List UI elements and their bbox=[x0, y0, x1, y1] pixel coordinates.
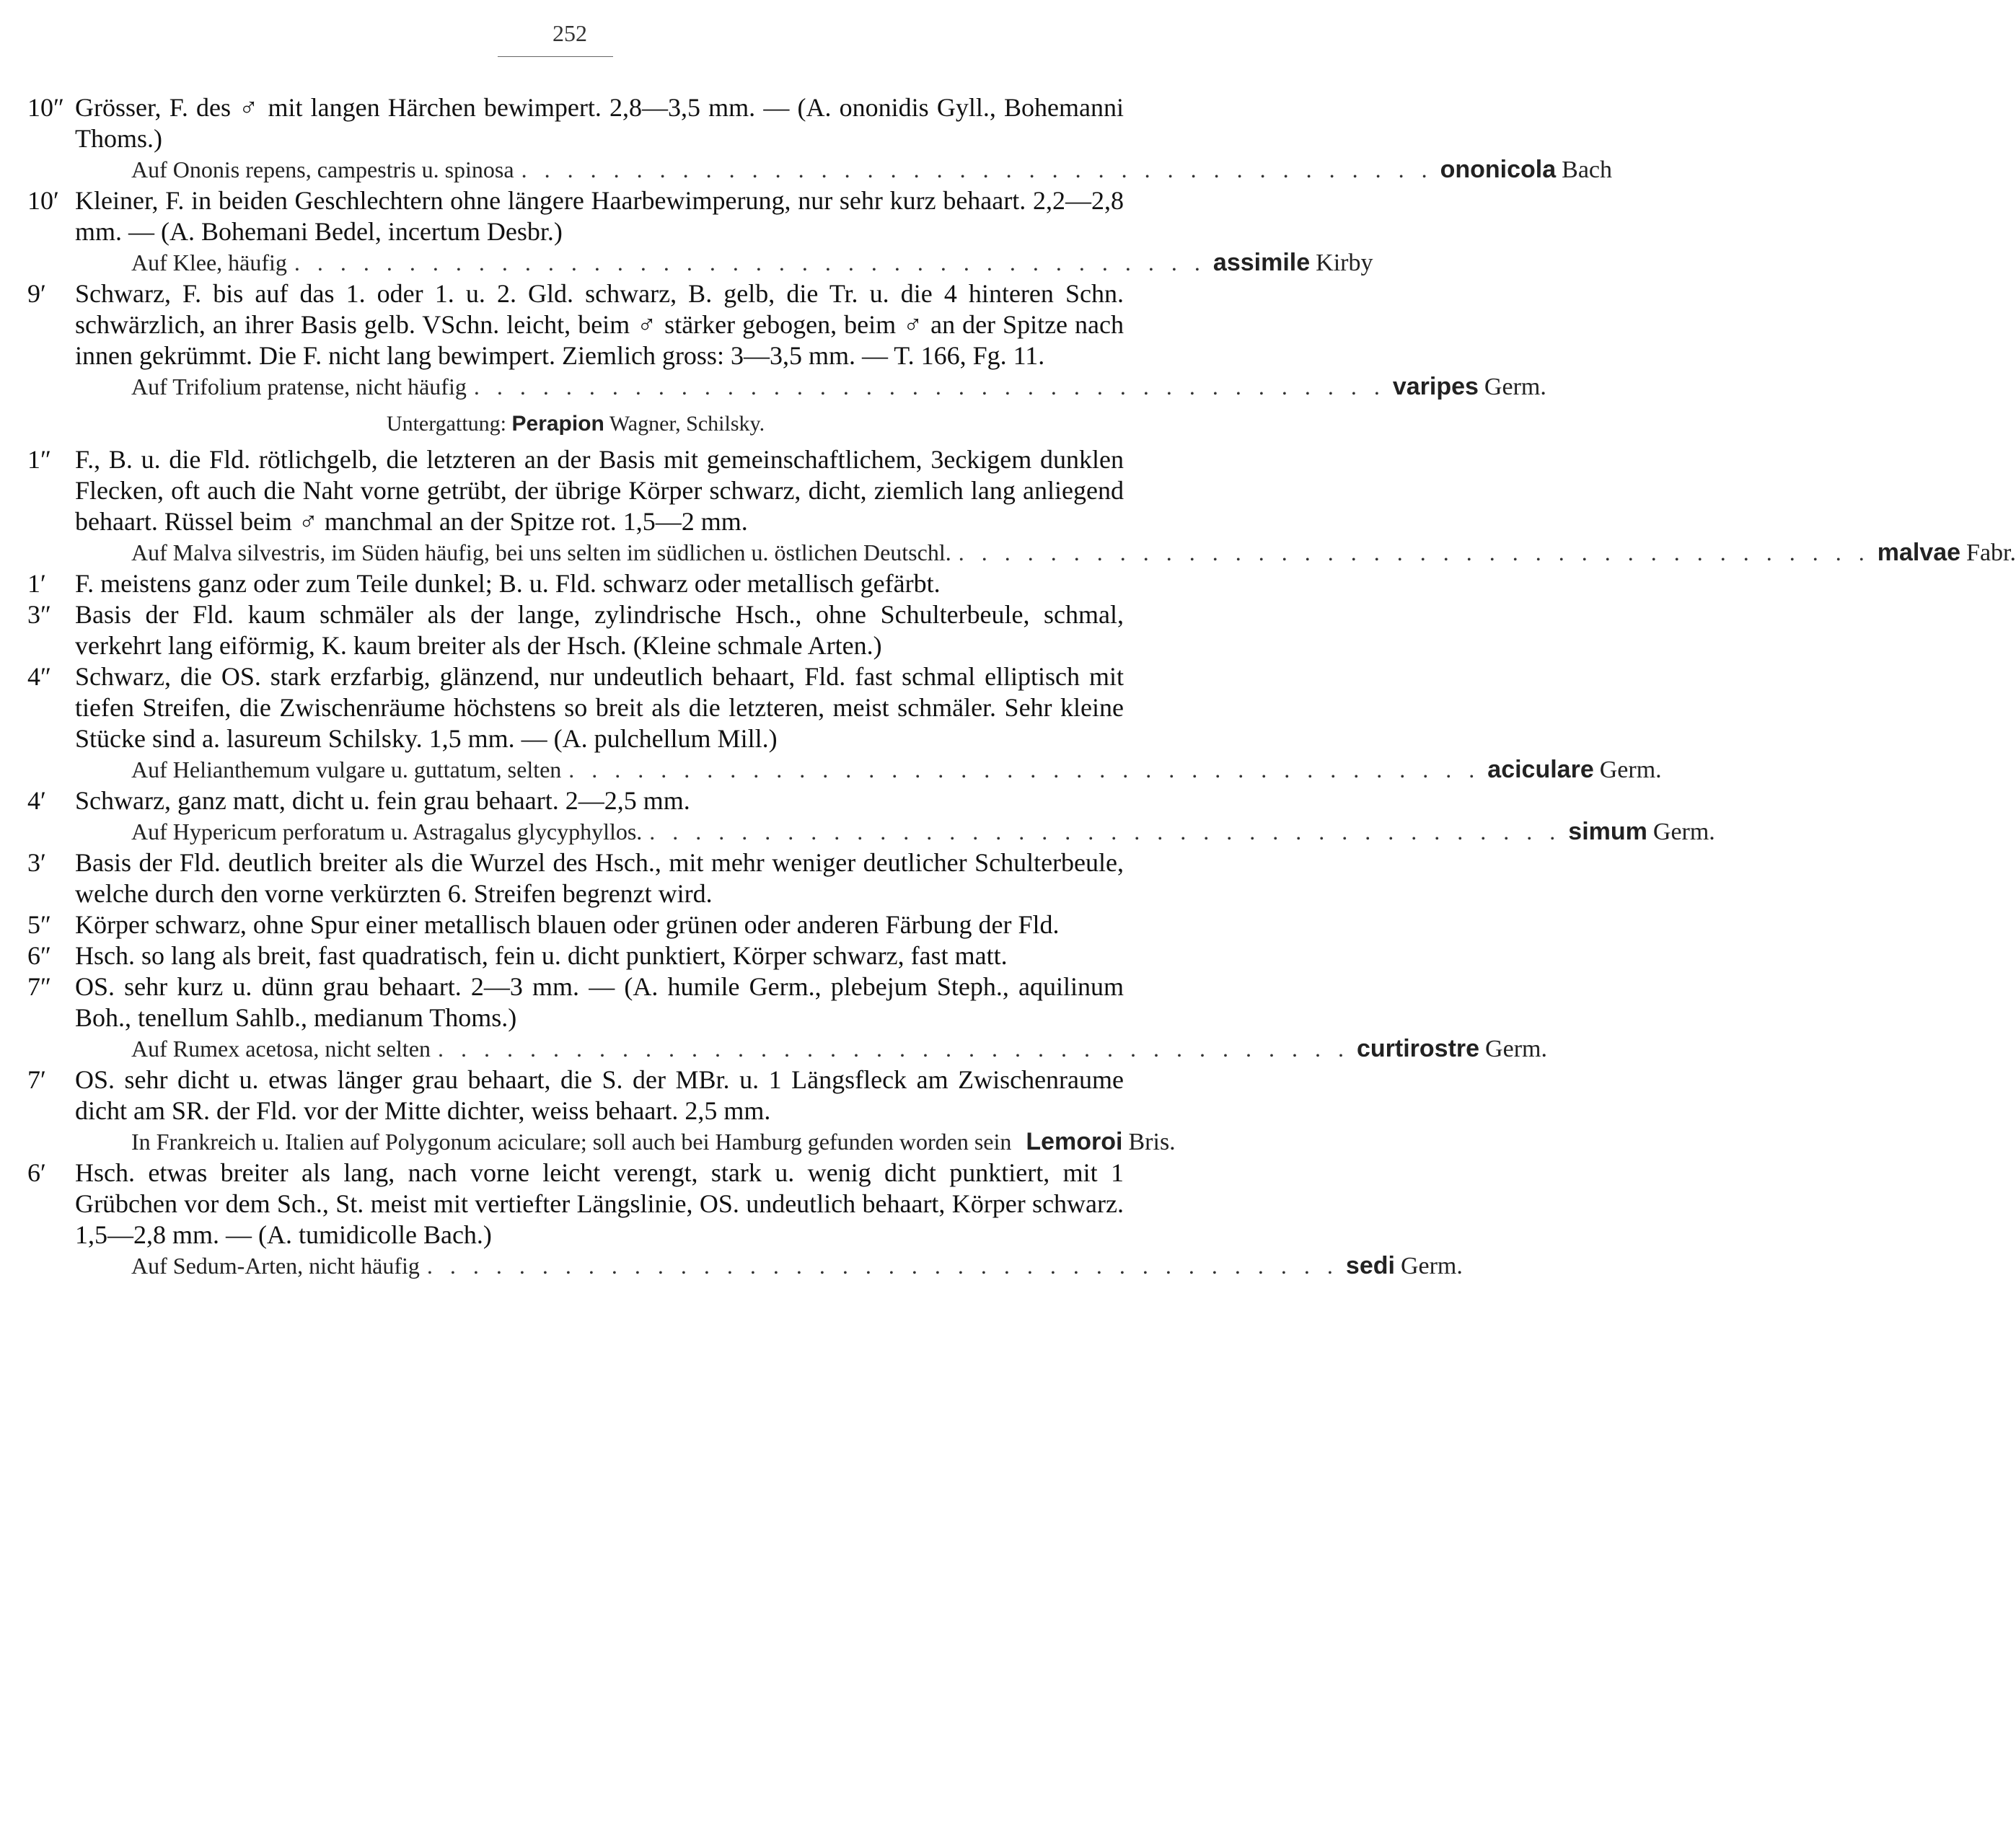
entry-key: 1′ bbox=[27, 569, 46, 598]
species-author: Germ. bbox=[1599, 757, 1662, 783]
species-name-group bbox=[1487, 754, 1661, 785]
leader-dots: . . . . . . . . . . . . . . . . . . . . . . . . . . . . . . . . . . . . . . . . bbox=[473, 374, 1386, 400]
leader-dots: . . . . . . . . . . . . . . . . . . . . . . . . . . . . . . . . . . . . . . . . bbox=[437, 1036, 1350, 1062]
host-line bbox=[131, 247, 1373, 278]
key-entry bbox=[27, 568, 1124, 599]
entry-key: 5″ bbox=[27, 910, 51, 939]
species-name: aciculare bbox=[1487, 756, 1594, 783]
species-name: varipes bbox=[1392, 373, 1479, 400]
species-name-group bbox=[1026, 1127, 1175, 1158]
host-text: Auf Sedum-Arten, nicht häufig bbox=[131, 1253, 420, 1279]
entry-text: Schwarz, F. bis auf das 1. oder 1. u. 2. Gld. schwarz, B. gelb, die Tr. u. die 4 hinteren Schn. schwärzlich, an ihrer Basis gelb. VSchn. leicht, beim ♂ stärker gebogen, beim ♂ an der Spitze nach innen gekrümmt. Die F. nicht lang bewimpert. Ziemlich gross: 3—3,5 mm. — T. 166, Fg. 11. bbox=[75, 279, 1124, 370]
species-name: sedi bbox=[1345, 1252, 1395, 1279]
host-line bbox=[131, 371, 1546, 402]
entry-key: 3″ bbox=[27, 600, 51, 629]
host-line bbox=[131, 816, 1715, 847]
header-rule bbox=[498, 56, 613, 57]
key-entry bbox=[27, 1064, 1176, 1158]
species-name-group bbox=[1878, 537, 2016, 568]
host-text: Auf Ononis repens, campestris u. spinosa bbox=[131, 156, 514, 182]
species-author: Germ. bbox=[1652, 819, 1715, 845]
host-line bbox=[131, 154, 1612, 185]
entry-text: F., B. u. die Fld. rötlichgelb, die letzteren an der Basis mit gemeinschaftlichem, 3eckigem dunklen Flecken, oft auch die Naht vorne getrübt, der übrige Körper schwarz, dicht, ziemlich lang anliegend behaart. Rüssel beim ♂ manchmal an der Spitze rot. 1,5—2 mm. bbox=[75, 445, 1124, 536]
key-entry bbox=[27, 444, 2016, 568]
host-text: Auf Helianthemum vulgare u. guttatum, selten bbox=[131, 757, 562, 782]
key-entry bbox=[27, 847, 1124, 909]
entry-key: 7′ bbox=[27, 1065, 46, 1094]
entry-text: Körper schwarz, ohne Spur einer metallisch blauen oder grünen oder anderen Färbung der Fld. bbox=[75, 910, 1060, 939]
entry-text: Hsch. etwas breiter als lang, nach vorne leicht verengt, stark u. wenig dicht punktiert, mit 1 Grübchen vor dem Sch., St. meist mit vertiefter Längslinie, OS. undeutlich behaart, Körper schwarz. 1,5—2,8 mm. — (A. tumidicolle Bach.) bbox=[75, 1158, 1124, 1249]
key-entry bbox=[27, 785, 1715, 847]
entry-key: 6″ bbox=[27, 941, 51, 970]
key-text bbox=[27, 92, 2016, 1282]
key-entry bbox=[27, 971, 1547, 1064]
species-name: malvae bbox=[1877, 539, 1961, 566]
entry-key: 4″ bbox=[27, 662, 51, 691]
host-text: Auf Klee, häufig bbox=[131, 250, 287, 275]
entry-key: 7″ bbox=[27, 972, 51, 1001]
leader-dots: . . . . . . . . . . . . . . . . . . . . . . . . . . . . . . . . . . . . . . . . bbox=[294, 250, 1206, 275]
species-author: Germ. bbox=[1485, 1036, 1547, 1062]
entry-text: Hsch. so lang als breit, fast quadratisch, fein u. dicht punktiert, Körper schwarz, fast matt. bbox=[75, 941, 1008, 970]
species-author: Bris. bbox=[1128, 1129, 1176, 1155]
species-name-group bbox=[1440, 154, 1612, 185]
host-line bbox=[131, 754, 1662, 785]
key-entry bbox=[27, 661, 1662, 785]
subgenus-label: Untergattung: bbox=[386, 412, 506, 436]
entry-text: Schwarz, die OS. stark erzfarbig, glänzend, nur undeutlich behaart, Fld. fast schmal elliptisch mit tiefen Streifen, die Zwischenräume höchstens so breit als die letzteren, meist schmäler. Sehr kleine Stücke sind a. lasureum Schilsky. 1,5 mm. — (A. pulchellum Mill.) bbox=[75, 662, 1124, 753]
entry-text: Basis der Fld. deutlich breiter als die Wurzel des Hsch., mit mehr weniger deutlicher Schulterbeule, welche durch den vorne verkürzten 6. Streifen begrenzt wird. bbox=[75, 848, 1124, 908]
species-author: Germ. bbox=[1484, 374, 1546, 400]
subgenus-heading bbox=[27, 407, 1124, 441]
key-entry bbox=[27, 940, 1124, 971]
subgenus-name: Perapion bbox=[511, 412, 604, 436]
species-name-group bbox=[1393, 371, 1546, 402]
species-name: ononicola bbox=[1440, 156, 1557, 183]
entry-key: 10′ bbox=[27, 186, 59, 215]
species-author: Fabr. bbox=[1966, 539, 2016, 566]
entry-text: Schwarz, ganz matt, dicht u. fein grau behaart. 2—2,5 mm. bbox=[75, 786, 690, 815]
species-author: Kirby bbox=[1316, 250, 1373, 276]
leader-dots: . . . . . . . . . . . . . . . . . . . . . . . . . . . . . . . . . . . . . . . . bbox=[958, 539, 1870, 565]
entry-text: Kleiner, F. in beiden Geschlechtern ohne längere Haarbewimperung, nur sehr kurz behaart. 2,2—2,8 mm. — (A. Bohemani Bedel, incertum Desbr.) bbox=[75, 186, 1124, 246]
leader-dots: . . . . . . . . . . . . . . . . . . . . . . . . . . . . . . . . . . . . . . . . bbox=[568, 757, 1481, 782]
species-name: simum bbox=[1568, 818, 1647, 845]
host-text: Auf Malva silvestris, im Süden häufig, bei uns selten im südlichen u. östlichen Deutschl. bbox=[131, 539, 951, 565]
host-line bbox=[131, 1033, 1547, 1064]
host-line bbox=[131, 1127, 1176, 1158]
entry-key: 10″ bbox=[27, 93, 64, 122]
species-name: assimile bbox=[1212, 249, 1311, 276]
species-author: Bach bbox=[1562, 156, 1612, 183]
leader-dots: . . . . . . . . . . . . . . . . . . . . . . . . . . . . . . . . . . . . . . . . bbox=[426, 1253, 1339, 1279]
entry-key: 6′ bbox=[27, 1158, 46, 1187]
leader-dots: . . . . . . . . . . . . . . . . . . . . . . . . . . . . . . . . . . . . . . . . bbox=[649, 819, 1562, 845]
key-entry bbox=[27, 1158, 1463, 1282]
host-line bbox=[131, 537, 2016, 568]
host-text: Auf Rumex acetosa, nicht selten bbox=[131, 1036, 431, 1062]
entry-key: 3′ bbox=[27, 848, 46, 877]
page-number: 252 bbox=[553, 20, 587, 46]
entry-key: 4′ bbox=[27, 786, 46, 815]
host-text: In Frankreich u. Italien auf Polygonum aciculare; soll auch bei Hamburg gefunden worden sein bbox=[131, 1129, 1012, 1155]
leader-dots: . . . . . . . . . . . . . . . . . . . . . . . . . . . . . . . . . . . . . . . . bbox=[521, 156, 1433, 182]
key-entry bbox=[27, 92, 1612, 185]
entry-text: Basis der Fld. kaum schmäler als der lange, zylindrische Hsch., ohne Schulterbeule, schmal, verkehrt lang eiförmig, K. kaum breiter als der Hsch. (Kleine schmale Arten.) bbox=[75, 600, 1124, 660]
key-entry bbox=[27, 909, 1124, 940]
entry-text: F. meistens ganz oder zum Teile dunkel; B. u. Fld. schwarz oder metallisch gefärbt. bbox=[75, 569, 941, 598]
species-name-group bbox=[1346, 1251, 1463, 1282]
entry-key: 9′ bbox=[27, 279, 46, 308]
host-text: Auf Trifolium pratense, nicht häufig bbox=[131, 374, 467, 400]
key-entry bbox=[27, 599, 1124, 661]
entry-key: 1″ bbox=[27, 445, 51, 474]
host-text: Auf Hypericum perforatum u. Astragalus glycyphyllos. bbox=[131, 819, 643, 845]
host-line bbox=[131, 1251, 1463, 1282]
entry-text: OS. sehr dicht u. etwas länger grau behaart, die S. der MBr. u. 1 Längsfleck am Zwischenraume dicht am SR. der Fld. vor der Mitte dichter, weiss behaart. 2,5 mm. bbox=[75, 1065, 1124, 1125]
entry-text: Grösser, F. des ♂ mit langen Härchen bewimpert. 2,8—3,5 mm. — (A. ononidis Gyll., Bohemanni Thoms.) bbox=[75, 93, 1124, 153]
species-name: curtirostre bbox=[1356, 1035, 1480, 1062]
species-name-group bbox=[1213, 247, 1373, 278]
subgenus-authors: Wagner, Schilsky. bbox=[609, 412, 765, 436]
species-author: Germ. bbox=[1400, 1253, 1463, 1279]
entry-text: OS. sehr kurz u. dünn grau behaart. 2—3 mm. — (A. humile Germ., plebejum Steph., aquilinum Boh., tenellum Sahlb., medianum Thoms.) bbox=[75, 972, 1124, 1032]
key-entry bbox=[27, 185, 1373, 278]
species-name: Lemoroi bbox=[1026, 1128, 1123, 1155]
species-name-group bbox=[1568, 816, 1715, 847]
species-name-group bbox=[1357, 1033, 1547, 1064]
key-entry bbox=[27, 278, 1546, 402]
